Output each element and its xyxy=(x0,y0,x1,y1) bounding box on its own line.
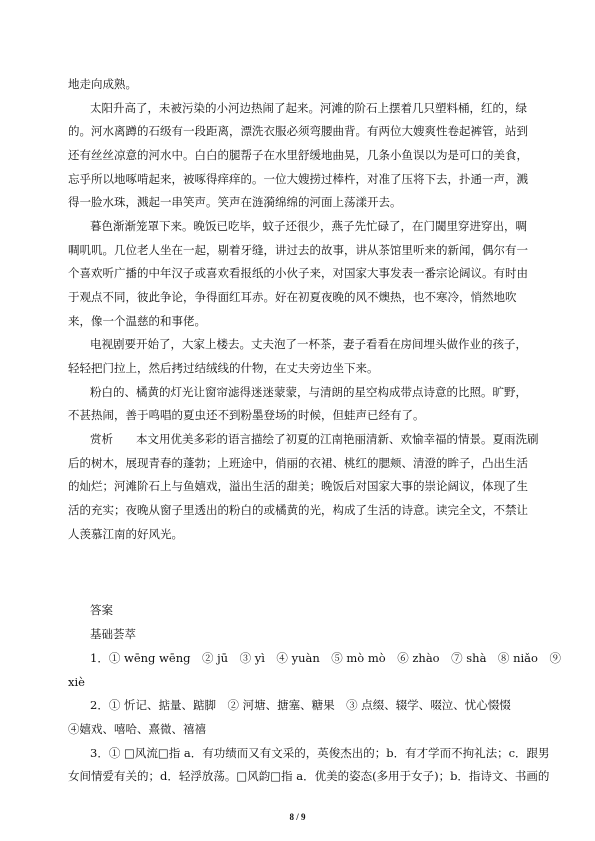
text-line: 来，像一个温慈的和事佬。 xyxy=(68,314,206,328)
analysis-line: 后的树木，展现青春的蓬勃；上班途中，俏丽的衣裙、桃红的腮颊、清澄的眸子，凸出生活 xyxy=(68,456,528,470)
text-line: 地走向成熟。 xyxy=(68,77,137,91)
answer-line: 3．① □风流□指 a．有功绩而又有文采的，英俊杰出的；b．有才学而不拘礼法；c．跟男 xyxy=(90,746,550,760)
analysis-line: 的灿烂；河滩阶石上与鱼嬉戏，溢出生活的甜美；晚饭后对国家大事的崇论阔议，体现了生 xyxy=(68,479,528,493)
text-line: 的。河水离蹲的石级有一段距离，漂洗衣服必须弯腰曲背。有两位大嫂爽性卷起裤管，站到 xyxy=(68,124,528,138)
page-number: 8 / 9 xyxy=(289,812,306,822)
answer-line: 女间情爱有关的；d．轻浮放荡。□风韵□指 a．优美的姿态(多用于女子)；b．指诗文、书画的 xyxy=(68,769,550,783)
answer-heading: 答案 xyxy=(90,603,113,617)
answer-line: ④嬉戏、嘻哈、熹微、禧禧 xyxy=(68,722,206,736)
text-line: 太阳升高了，未被污染的小河边热闹了起来。河滩的阶石上摆着几只塑料桶，红的，绿 xyxy=(90,101,527,115)
analysis-line: 赏析 本文用优美多彩的语言描绘了初夏的江南艳丽清新、欢愉幸福的情景。夏雨洗刷 xyxy=(90,432,539,446)
text-line: 啁叽叽。几位老人坐在一起，剔着牙缝，讲过去的故事，讲从茶馆里听来的新闻，偶尔有一 xyxy=(68,243,528,257)
answer-line: 2．① 忻记、掂量、踮脚 ② 河塘、搪塞、糖果 ③ 点缀、辍学、啜泣、忧心惙惙 xyxy=(90,698,511,712)
text-line: 暮色渐渐笼罩下来。晚饭已吃毕，蚊子还很少，燕子先忙碌了，在门閾里穿进穿出，啁 xyxy=(90,219,527,233)
text-line: 得一脸水珠，溅起一串笑声。笑声在涟漪绵绵的河面上荡漾开去。 xyxy=(68,195,402,209)
answer-line: 1．① wēng wēng ② jū ③ yì ④ yuàn ⑤ mò mò ⑥ zhào ⑦ shà ⑧ niǎo ⑨ xyxy=(90,651,561,665)
analysis-line: 活的充实；夜晚从窗子里透出的粉白的或橘黄的光，构成了生活的诗意。读完全文，不禁让 xyxy=(68,503,528,517)
text-line: 于观点不同，彼此争论，争得面红耳赤。好在初夏夜晚的风不燠热，也不寒冷，悄然地吹 xyxy=(68,290,517,304)
text-line: 粉白的、橘黄的灯光让窗帘滤得迷迷蒙蒙，与清朗的星空构成带点诗意的比照。旷野， xyxy=(90,385,527,399)
text-line: 忘乎所以地啄啃起来，被啄得痒痒的。一位大嫂捞过棒杵，对准了压将下去，扑通一声，溅 xyxy=(68,172,528,186)
text-line: 轻轻把门拉上，然后拷过结绒线的什物，在丈夫旁边坐下来。 xyxy=(68,361,379,375)
text-line: 个喜欢听广播的中年汉子或喜欢看报纸的小伙子来，对国家大事发表一番宗论阔议。有时由 xyxy=(68,266,528,280)
text-line: 电视剧要开始了，大家上楼去。丈夫泡了一杯茶，妻子看看在房间埋头做作业的孩子， xyxy=(90,337,527,351)
section-heading: 基础荟萃 xyxy=(90,627,136,641)
text-line: 还有丝丝凉意的河水中。白白的腿帮子在水里舒缓地曲晃，几条小鱼误以为是可口的美食， xyxy=(68,148,528,162)
analysis-line: 人羡慕江南的好风光。 xyxy=(68,527,183,541)
text-line: 不甚热闹，善于鸣唱的夏虫还不到粉墨登场的时候，但蛙声已经有了。 xyxy=(68,408,425,422)
answer-line: xiè xyxy=(68,675,85,689)
